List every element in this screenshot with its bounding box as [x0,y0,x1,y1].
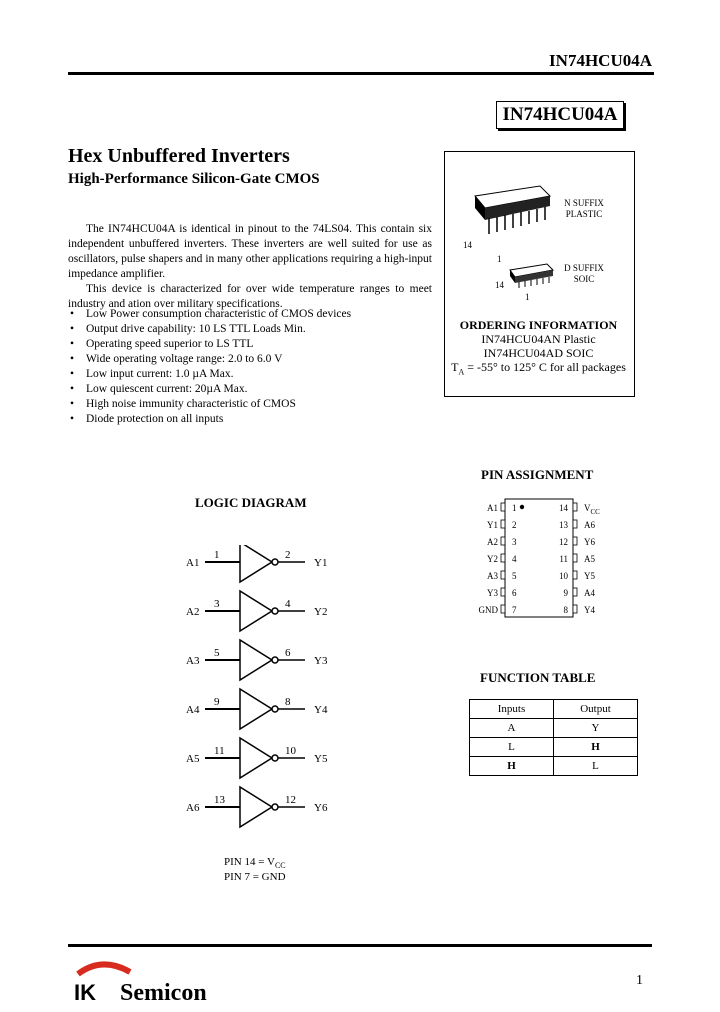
pin-name-main: V [584,503,591,513]
feature-list [68,307,351,427]
soic-pin1-label: 1 [525,292,530,302]
pin-number: 12 [559,537,568,547]
gate-output-pin: 10 [285,745,296,757]
pin-number: 7 [512,605,517,615]
pin-name [584,571,595,581]
pin-right [559,571,595,581]
pin-stub [573,605,577,613]
pin-name-main: A4 [584,588,595,598]
inverter-gate [186,545,327,582]
pin-number: 11 [559,554,568,564]
inverter-bubble [272,804,278,810]
description-paragraph-1: The IN74HCU04A is identical in pinout to the 74LS04. This contain six independent unbuffered inverters. These inverters are well suited for use as oscillators, pulse shapers and in many other applications requiring a high-input impedance amplifier. [68,223,432,280]
table-header-cell: Inputs [470,700,554,719]
table-cell: A [470,719,554,738]
logo-arc-icon [78,964,130,974]
pin-assignment-title: PIN ASSIGNMENT [481,467,594,482]
inverter-gate [186,689,328,729]
inverter-gate [186,738,328,778]
feature-item: • Diode protection on all inputs [68,412,351,427]
d-type-text: SOIC [573,274,595,284]
pin-name: Y3 [487,588,498,598]
description [68,222,432,312]
table-row [470,738,638,757]
pin-name [584,588,595,598]
pin-stub [573,571,577,579]
feature-item: • Low quiescent current: 20µA Max. [68,382,351,397]
pin-stub [501,554,505,562]
logic-diagram [180,545,340,835]
gate-output-pin: 6 [285,647,291,659]
inverter-gate [186,640,328,680]
feature-item: • Low input current: 1.0 µA Max. [68,367,351,382]
d-suffix-label [560,263,608,285]
gate-input-pin: 13 [214,794,225,806]
inverter-gate [186,787,328,827]
soic-pin14-label: 14 [495,280,504,290]
inverter-gate [186,591,327,631]
pin-left [487,588,517,598]
pin-name: A3 [487,571,498,581]
pin-stub [573,554,577,562]
company-logo [72,956,262,1004]
gate-output-pin: 8 [285,696,291,708]
pin-right [559,537,595,547]
gate-input-pin: 1 [214,549,220,561]
pin-assignment-diagram [472,496,622,622]
ordering-line-1: IN74HCU04AN Plastic [481,332,596,346]
pin14-note [224,856,286,870]
inverter-bubble [272,608,278,614]
gate-output-label: Y2 [314,606,328,618]
pin-stub [573,588,577,596]
temp-sub: A [458,367,465,377]
gate-output-label: Y5 [314,753,328,765]
pin-name [584,503,600,516]
pin-right [559,554,595,564]
pin-stub [573,537,577,545]
pin-name-sub: CC [590,508,600,516]
pin-stub [573,503,577,511]
pin-name [584,520,595,530]
feature-item: • Output drive capability: 10 LS TTL Loads Min. [68,322,351,337]
pin-stub [501,605,505,613]
ordering-line-2: IN74HCU04AD SOIC [483,346,594,360]
gate-output-pin: 12 [285,794,296,806]
inverter-triangle [240,591,272,631]
package-illustrations [455,178,565,303]
pin-left [487,503,517,513]
logic-diagram-title: LOGIC DIAGRAM [195,495,307,510]
pin-stub [501,503,505,511]
temp-rest: = -55° to 125° C for all packages [464,360,626,374]
pin-name: A2 [487,537,498,547]
pin-left [487,554,517,564]
pin-name: A1 [487,503,498,513]
n-suffix-label [560,198,608,220]
gate-output-label: Y4 [314,704,328,716]
inverter-bubble [272,706,278,712]
pin-number: 14 [559,503,568,513]
pin-left [487,571,517,581]
gate-input-pin: 9 [214,696,220,708]
gate-input-label: A3 [186,655,200,667]
gate-input-label: A6 [186,802,200,814]
pin-name-main: Y5 [584,571,595,581]
soic-package-icon [495,264,553,302]
pin-number: 8 [563,605,568,615]
gate-output-pin: 2 [285,549,291,561]
page-title: Hex Unbuffered Inverters [68,145,290,167]
pin-name-main: Y4 [584,605,595,615]
inverter-bubble [272,657,278,663]
pin-name-main: Y6 [584,537,595,547]
inverter-triangle [240,545,272,582]
pin-name [584,605,595,615]
pin-number: 13 [559,520,568,530]
d-suffix-text: D SUFFIX [564,263,604,273]
gate-input-label: A1 [186,557,200,569]
inverter-bubble [272,559,278,565]
part-number-box: IN74HCU04A [496,101,624,129]
pin14-note-sub: CC [274,861,286,871]
header-part-number: IN74HCU04A [549,51,652,70]
pin-right [559,520,595,530]
gate-input-label: A5 [186,753,200,765]
n-suffix-text: N SUFFIX [564,198,604,208]
table-subheader-row [470,719,638,738]
logo-ik-text: IK [74,980,96,1004]
pin-name: Y2 [487,554,498,564]
pin1-marker-dot [520,505,524,509]
pin-left [479,605,518,615]
inverter-triangle [240,640,272,680]
gate-input-pin: 3 [214,598,220,610]
header-rule [68,72,654,75]
pin-number: 9 [563,588,568,598]
pin-name [584,537,595,547]
gate-output-label: Y6 [314,802,328,814]
function-table [469,699,638,776]
footer-rule [68,944,652,947]
pin-name: Y1 [487,520,498,530]
inverter-bubble [272,755,278,761]
pin-number: 2 [512,520,517,530]
dip-pin14-label: 14 [463,240,472,250]
gate-input-label: A4 [186,704,200,716]
pin-number: 3 [512,537,517,547]
ordering-title: ORDERING INFORMATION [459,318,618,332]
table-cell: H [470,757,554,776]
table-cell: L [554,757,638,776]
logo-semicon-text: Semicon [120,980,207,1004]
pin-number: 6 [512,588,517,598]
page-subtitle: High-Performance Silicon-Gate CMOS [68,171,320,187]
gate-output-label: Y3 [314,655,328,667]
pin-left [487,520,517,530]
n-type-text: PLASTIC [565,209,603,219]
temp-prefix: T [451,360,459,374]
gate-input-pin: 11 [214,745,225,757]
table-header-row [470,700,638,719]
gate-output-label: Y1 [314,557,328,569]
inverter-triangle [240,738,272,778]
feature-item: • Operating speed superior to LS TTL [68,337,351,352]
gate-input-label: A2 [186,606,200,618]
page-number: 1 [636,973,643,988]
table-cell: H [554,738,638,757]
table-header-cell: Output [554,700,638,719]
inverter-triangle [240,787,272,827]
dip-package-icon [463,186,550,264]
feature-item: • Low Power consumption characteristic of CMOS devices [68,307,351,322]
gate-output-pin: 4 [285,598,291,610]
table-row [470,757,638,776]
pin-number: 10 [559,571,568,581]
feature-item: • Wide operating voltage range: 2.0 to 6.0 V [68,352,351,367]
function-table-title: FUNCTION TABLE [480,670,596,685]
description-paragraph-2: This device is characterized for over wide temperature ranges to meet industry and ation over military specifications. [68,283,432,310]
pin-stub [573,520,577,528]
inverter-triangle [240,689,272,729]
pin-stub [501,571,505,579]
pin-name-main: A6 [584,520,595,530]
gate-input-pin: 5 [214,647,220,659]
pin-stub [501,537,505,545]
pin-stub [501,588,505,596]
table-cell: Y [554,719,638,738]
pin-left [487,537,517,547]
pin-stub [501,520,505,528]
table-cell: L [470,738,554,757]
pin-number: 1 [512,503,517,513]
pin14-note-text: PIN 14 = V [224,856,275,868]
ordering-temperature [444,360,633,376]
pin-number: 5 [512,571,517,581]
pin-name: GND [478,605,498,615]
pin7-note: PIN 7 = GND [224,871,286,883]
pin-number: 4 [512,554,517,564]
pin-name-main: A5 [584,554,595,564]
dip-pin1-label: 1 [497,254,502,264]
pin-name [584,554,595,564]
feature-item: • High noise immunity characteristic of CMOS [68,397,351,412]
